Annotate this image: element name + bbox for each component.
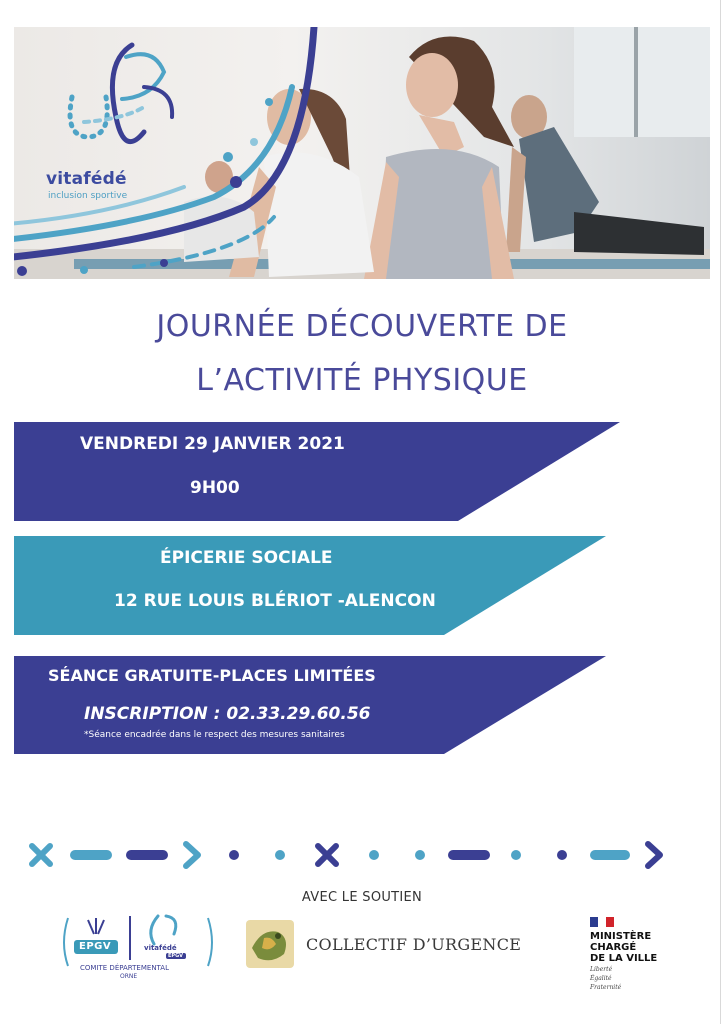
event-venue: ÉPICERIE SOCIALE	[160, 548, 333, 568]
french-flag-icon	[590, 917, 614, 927]
ministere-line-3: DE LA VILLE	[590, 953, 658, 964]
logo-tagline: inclusion sportive	[48, 191, 128, 201]
inscription-phone: INSCRIPTION : 02.33.29.60.56	[84, 704, 371, 724]
epgv-committee: COMITE DÉPARTEMENTAL	[80, 964, 169, 972]
ministere-line-2: CHARGÉ	[590, 942, 637, 953]
epgv-badge: EPGV	[79, 941, 112, 952]
motto-liberte: Liberté	[590, 966, 613, 973]
page-edge	[720, 0, 721, 1024]
ministere-line-1: MINISTÈRE	[590, 931, 652, 942]
sanitary-note: *Séance encadrée dans le respect des mesures sanitaires	[84, 730, 345, 740]
vf-monogram-icon	[34, 27, 194, 167]
epgv-vitafede-word: vitafédé	[144, 944, 177, 952]
decorative-dots-row	[24, 832, 684, 880]
event-address: 12 RUE LOUIS BLÉRIOT -ALENCON	[114, 591, 436, 611]
epgv-department: ORNE	[120, 973, 138, 980]
event-date: VENDREDI 29 JANVIER 2021	[80, 434, 345, 454]
event-title-line1: JOURNÉE DÉCOUVERTE DE	[156, 309, 568, 344]
support-heading: AVEC LE SOUTIEN	[301, 890, 423, 905]
place-banner	[14, 536, 606, 635]
collectif-urgence-text: COLLECTIF D’URGENCE	[306, 935, 522, 954]
ministere-logo	[590, 912, 690, 991]
motto-fraternite: Fraternité	[590, 984, 622, 991]
event-time: 9H00	[190, 478, 240, 498]
collectif-urgence-logo-icon	[244, 918, 296, 970]
logo-wordmark: vitafédé	[46, 169, 127, 189]
vitafede-logo	[14, 27, 274, 279]
date-banner	[14, 422, 620, 521]
free-session-text: SÉANCE GRATUITE-PLACES LIMITÉES	[48, 666, 376, 685]
epgv-small-badge: EPGV	[168, 953, 184, 959]
epgv-logo	[58, 908, 218, 980]
event-title-line2: L’ACTIVITÉ PHYSIQUE	[196, 363, 528, 398]
motto-egalite: Égalité	[590, 975, 612, 982]
info-banner	[14, 656, 606, 754]
